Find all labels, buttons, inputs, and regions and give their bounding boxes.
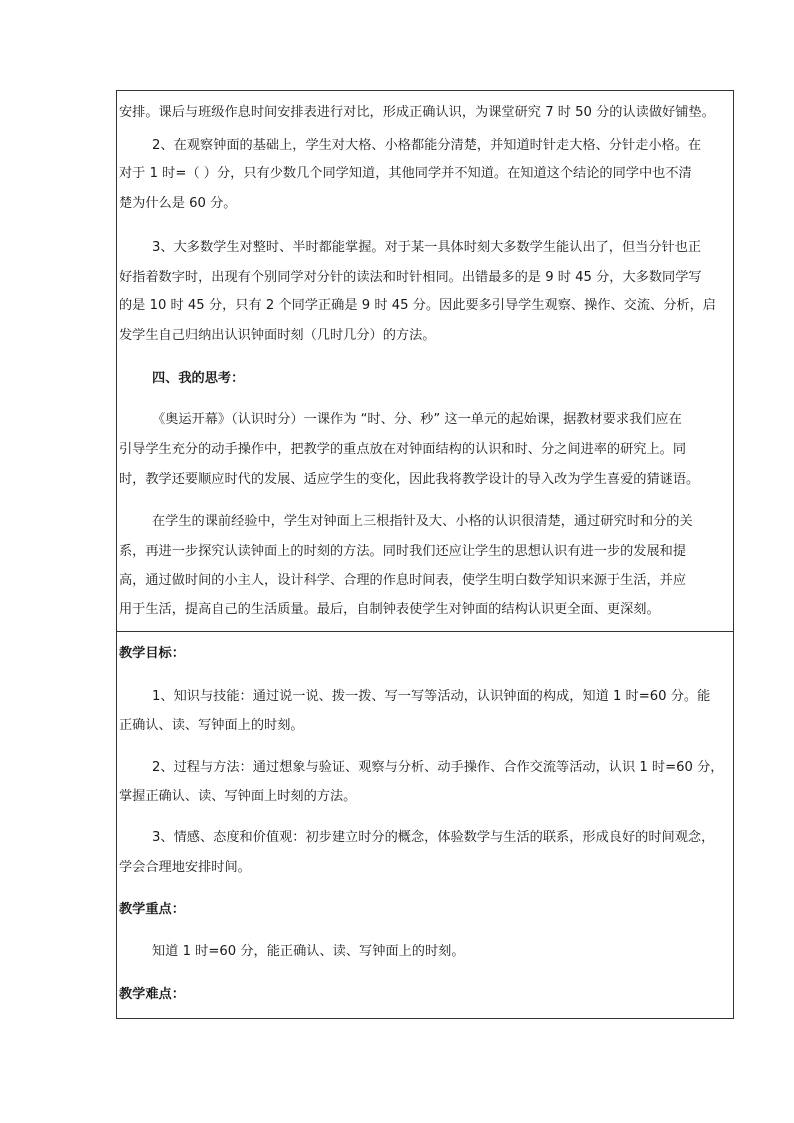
heading-teaching-difficulties: 教学难点： bbox=[119, 987, 185, 1002]
paragraph-5-line: 系，再进一步探究认读钟面上的时刻的方法。同时我们还应让学生的思想认识有进一步的发展和提 bbox=[119, 544, 687, 559]
paragraph-3-line: 发学生自己归纳出认识钟面时刻（几时几分）的方法。 bbox=[119, 328, 436, 343]
key-point-text: 知道 1 时=60 分，能正确认、读、写钟面上的时刻。 bbox=[152, 944, 465, 959]
paragraph-2-line: 2、在观察钟面的基础上，学生对大格、小格都能分清楚，并知道时针走大格、分针走小格。在 bbox=[152, 138, 702, 153]
paragraph-2-line: 对于 1 时=（ ）分，只有少数几个同学知道，其他同学并不知道。在知道这个结论的同学中也不清 bbox=[119, 166, 692, 181]
reflection-cell bbox=[117, 91, 733, 632]
paragraph-5-line: 高，通过做时间的小主人，设计科学、合理的作息时间表，使学生明白数学知识来源于生活，并应 bbox=[119, 573, 687, 588]
paragraph-4-line: 时，教学还要顺应时代的发展、适应学生的变化，因此我将教学设计的导入改为学生喜爱的猜谜语。 bbox=[119, 472, 700, 487]
paragraph-5-line: 在学生的课前经验中，学生对钟面上三根指针及大、小格的认识很清楚，通过研究时和分的关 bbox=[152, 514, 693, 529]
lesson-plan-table bbox=[116, 90, 734, 1019]
heading-key-points: 教学重点： bbox=[119, 902, 185, 917]
goal-1-line: 1、知识与技能：通过说一说、拨一拨、写一写等活动，认识钟面的构成，知道 1 时=60 分。能 bbox=[152, 689, 711, 704]
paragraph-4-line: 引导学生充分的动手操作中，把教学的重点放在对钟面结构的认识和时、分之间进率的研究上。同 bbox=[119, 442, 687, 457]
paragraph-3-line: 好指着数字时，出现有个别同学对分针的读法和时针相同。出错最多的是 9 时 45 分，大多数同学写 bbox=[119, 270, 702, 285]
paragraph-intro-line: 安排。课后与班级作息时间安排表进行对比，形成正确认识，为课堂研究 7 时 50 分的认读做好铺垫。 bbox=[119, 105, 715, 120]
heading-teaching-goals: 教学目标： bbox=[119, 646, 185, 661]
paragraph-4-line: 《奥运开幕》（认识时分）一课作为 “时、分、秒” 这一单元的起始课，据教材要求我们应在 bbox=[152, 412, 682, 427]
goal-3-line: 学会合理地安排时间。 bbox=[119, 860, 251, 875]
goal-2-line: 掌握正确认、读、写钟面上时刻的方法。 bbox=[119, 789, 357, 804]
paragraph-3-line: 3、大多数学生对整时、半时都能掌握。对于某一具体时刻大多数学生能认出了，但当分针也正 bbox=[152, 240, 702, 255]
teaching-goals-cell bbox=[117, 632, 733, 1018]
goal-1-line: 正确认、读、写钟面上的时刻。 bbox=[119, 718, 304, 733]
goal-2-line: 2、过程与方法：通过想象与验证、观察与分析、动手操作、合作交流等活动，认识 1 时=60 分， bbox=[152, 760, 724, 775]
paragraph-3-line: 的是 10 时 45 分，只有 2 个同学正确是 9 时 45 分。因此要多引导学生观察、操作、交流、分析，启 bbox=[119, 298, 716, 313]
heading-my-reflection: 四、我的思考： bbox=[152, 371, 245, 386]
paragraph-5-line: 用于生活，提高自己的生活质量。最后，自制钟表使学生对钟面的结构认识更全面、更深刻。 bbox=[119, 602, 660, 617]
paragraph-2-line: 楚为什么是 60 分。 bbox=[119, 196, 237, 211]
goal-3-line: 3、情感、态度和价值观：初步建立时分的概念，体验数学与生活的联系，形成良好的时间观念， bbox=[152, 830, 715, 845]
